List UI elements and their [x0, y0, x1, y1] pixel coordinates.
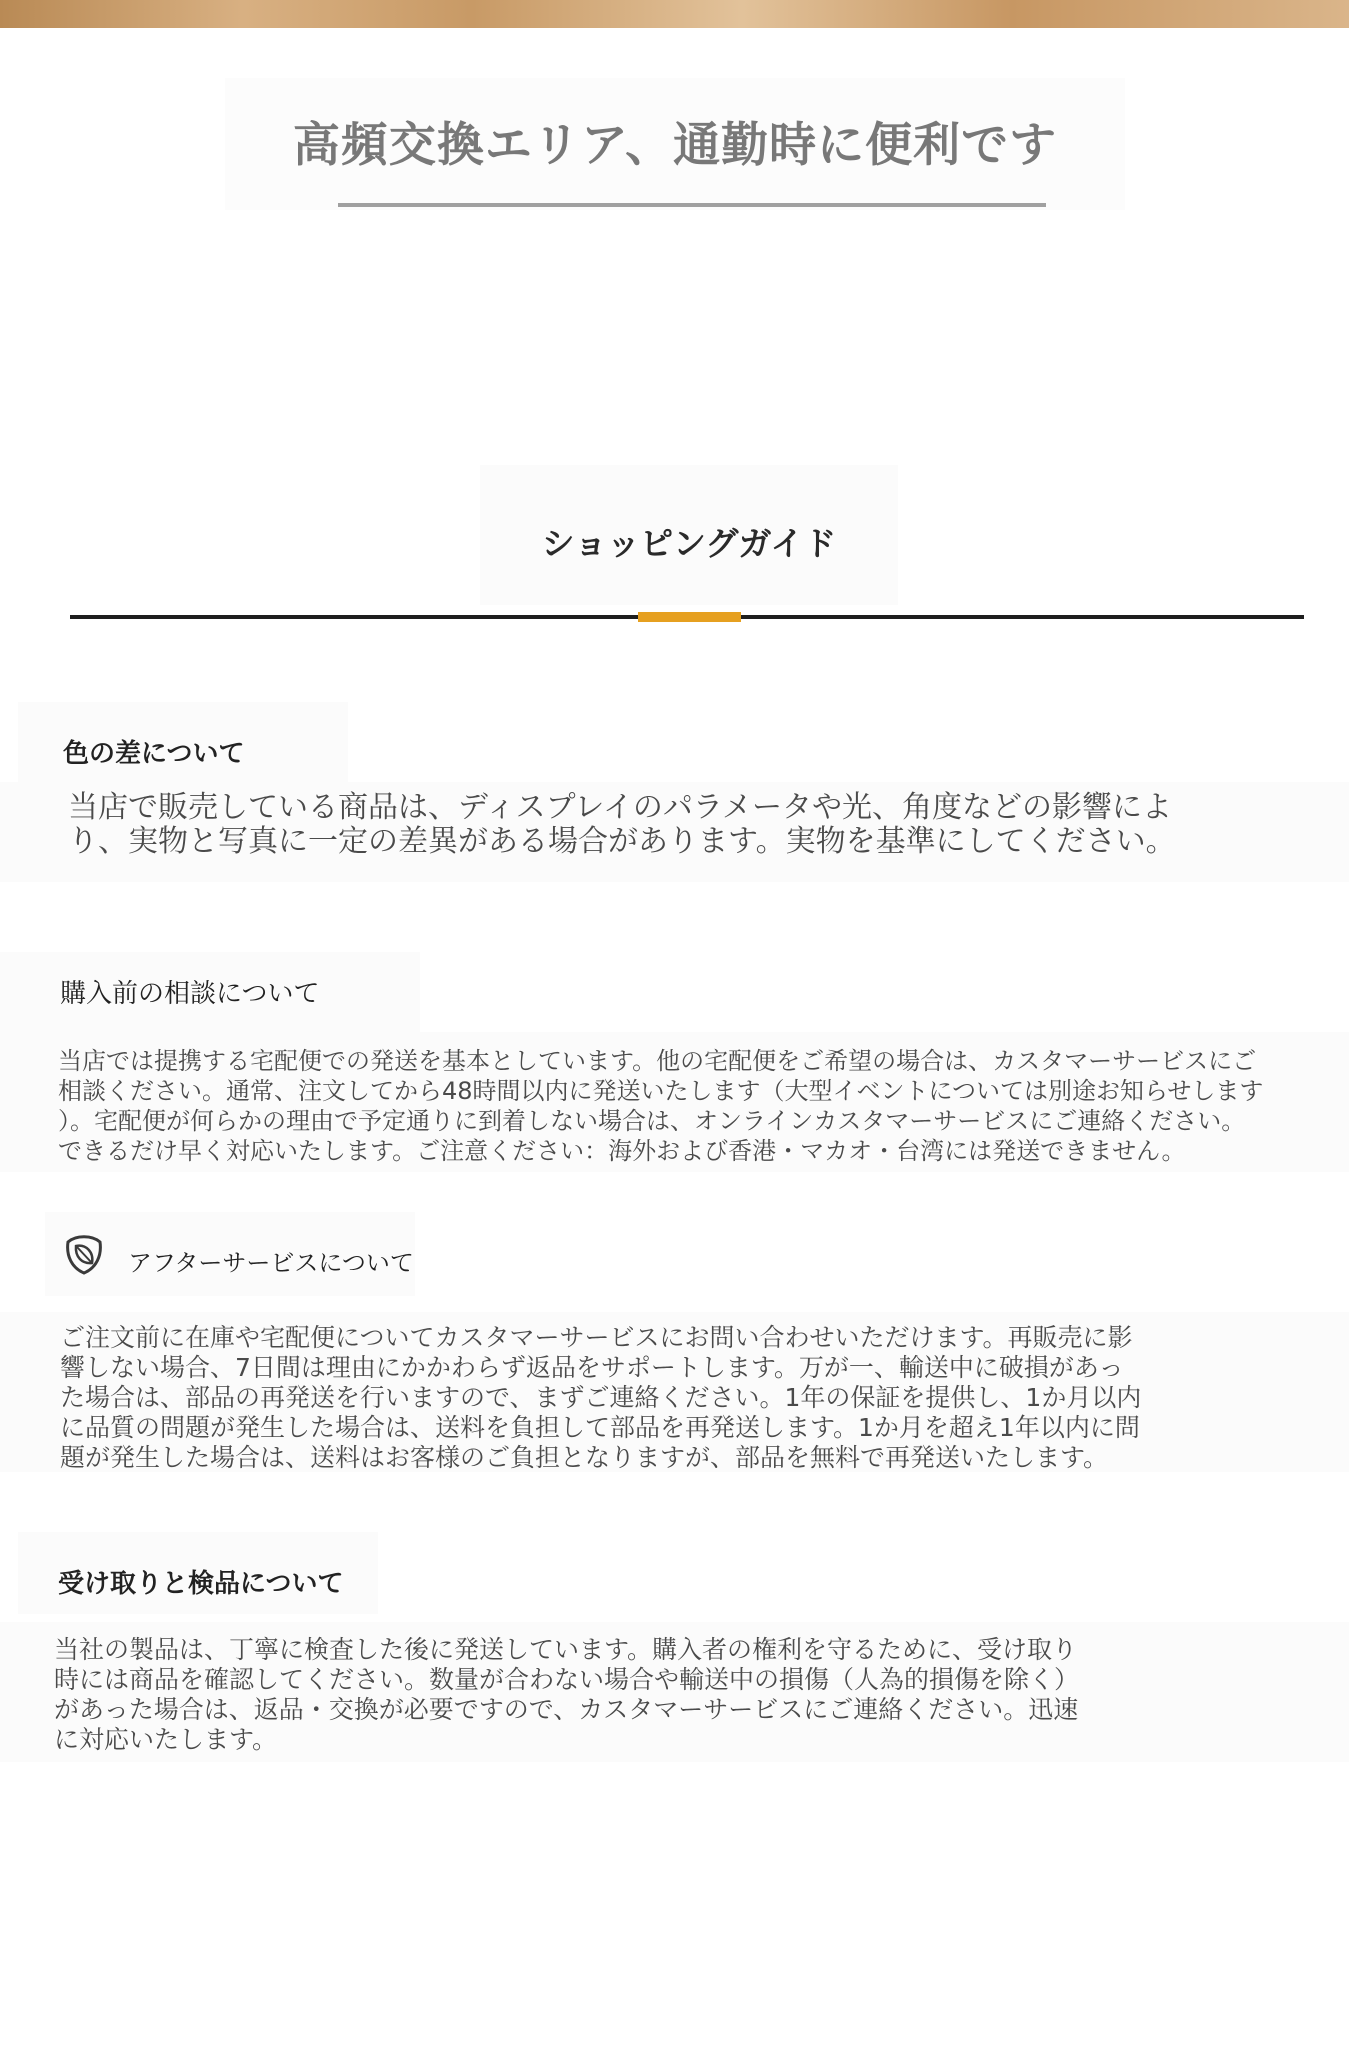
after-sales-text: ご注文前に在庫や宅配便についてカスタマーサービスにお問い合わせいただけます。再販売に影 響しない場合、7日間は理由にかかわらず返品をサポートします。万が一、輸送中に破損があっ た場合は、部品の再発送を行いますので、まずご連絡ください。1年の保証を提供し、1か月以内 に品質の問題が発生した場合は、送料を負担して部品を再発送します。1か月を超え1年以内に問 題が発生した場合は、送料はお客様のご負担となりますが、部品を無料で再発送いたします。 [60, 1323, 1142, 1472]
pre-purchase-text: 当店では提携する宅配便での発送を基本としています。他の宅配便をご希望の場合は、カスタマーサービスにご 相談ください。通常、注文してから48時間以内に発送いたします（大型イベントについては別途お知らせします ）。宅配便が何らかの理由で予定通りに到着しない場合は、オンラインカスタマーサービスにご連絡ください。 できるだけ早く対応いたします。ご注意ください：海外および香港・マカオ・台湾には発送できません。 [58, 1047, 1264, 1165]
headline-underline [338, 203, 1046, 207]
guide-divider-accent [638, 612, 741, 622]
color-difference-title: 色の差について [63, 739, 245, 769]
receipt-inspection-text: 当社の製品は、丁寧に検査した後に発送しています。購入者の権利を守るために、受け取り 時には商品を確認してください。数量が合わない場合や輸送中の損傷（人為的損傷を除く） があった場合は、返品・交換が必要ですので、カスタマーサービスにご連絡ください。迅速 に対応いたします。 [54, 1635, 1080, 1754]
shopping-guide-title: ショッピングガイド [541, 524, 837, 563]
top-product-photo-strip [0, 0, 1349, 28]
shield-leaf-icon [62, 1232, 106, 1276]
banner-headline: 高頻交換エリア、通勤時に便利です [292, 118, 1058, 173]
pre-purchase-title: 購入前の相談について [60, 979, 320, 1009]
color-difference-text: 当店で販売している商品は、ディスプレイのパラメータや光、角度などの影響によ り、実物と写真に一定の差異がある場合があります。実物を基準にしてください。 [68, 790, 1176, 859]
after-sales-title: アフターサービスについて [128, 1249, 414, 1277]
receipt-inspection-title: 受け取りと検品について [58, 1569, 344, 1599]
